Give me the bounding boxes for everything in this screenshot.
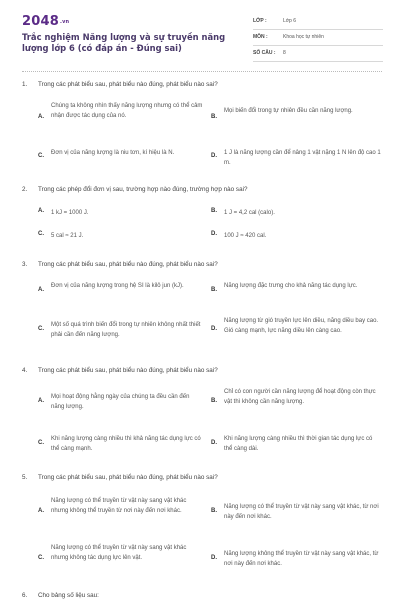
option-letter: A.	[38, 508, 44, 514]
logo-text: 2048	[22, 14, 59, 29]
option-text: Một số quá trình biến đổi trong tự nhiên không nhất thiết phải cần đến năng lượng.	[51, 322, 201, 338]
option-letter: B.	[211, 114, 217, 120]
info-key: MÔN :	[253, 34, 268, 40]
option-letter: B.	[211, 508, 217, 514]
question-number: 4.	[22, 367, 28, 374]
info-key: LỚP :	[253, 18, 267, 24]
option-text: Chỉ có con người cần năng lượng để hoạt động còn thực vật thì không cần năng lượng.	[224, 389, 376, 405]
question-stem: Trong các phát biểu sau, phát biểu nào đúng, phát biểu nào sai?	[38, 474, 218, 481]
option-letter: C.	[38, 231, 44, 237]
option-text: Đơn vị của năng lượng là niu tơn, kí hiệu là N.	[51, 150, 175, 156]
option-letter: B.	[211, 208, 217, 214]
option-text: Năng lượng có thể truyền từ vật này sang vật khác nhưng không thể truyền từ nơi này đến nơi khác.	[51, 498, 187, 514]
option-text: Mọi hoạt động hằng ngày của chúng ta đều cần đến năng lượng.	[51, 394, 190, 410]
option-letter: A.	[38, 114, 44, 120]
info-row-count	[253, 46, 383, 62]
option-text: Đơn vị của năng lượng trong hệ SI là kilô jun (kJ).	[51, 283, 184, 289]
option-letter: C.	[38, 326, 44, 332]
question-number: 1.	[22, 81, 28, 88]
option-text: Năng lượng đặc trưng cho khả năng tác dụng lực.	[224, 283, 358, 289]
info-value: Khoa học tự nhiên	[283, 34, 324, 40]
info-row-subject	[253, 30, 383, 46]
question-number: 2.	[22, 186, 28, 193]
option-letter: B.	[211, 398, 217, 404]
question-stem: Trong các phép đổi đơn vị sau, trường hợp nào đúng, trường hợp nào sai?	[38, 186, 248, 193]
info-value: 8	[283, 50, 286, 56]
question-stem: Trong các phát biểu sau, phát biểu nào đúng, phát biểu nào sai?	[38, 367, 218, 374]
info-row-class	[253, 14, 383, 30]
info-key: SỐ CÂU :	[253, 50, 276, 56]
option-text: Khi năng lượng càng nhiều thì khả năng tác dụng lực có thể càng mạnh.	[51, 436, 201, 452]
info-panel	[253, 14, 383, 62]
option-text: 100 J ≈ 420 cal.	[224, 233, 267, 239]
option-letter: A.	[38, 398, 44, 404]
option-text: Năng lượng không thể truyền từ vật này sang vật khác, từ nơi này đến nơi khác.	[224, 551, 379, 567]
page-header	[0, 0, 400, 66]
logo-suffix: .vn	[59, 18, 70, 25]
page-title: Trắc nghiệm Năng lượng và sự truyền năng lượng lớp 6 (có đáp án - Đúng sai)	[22, 32, 226, 53]
option-text: 5 cal ≈ 21 J.	[51, 233, 84, 239]
option-letter: D.	[211, 231, 217, 237]
option-text: 1 J = 4,2 cal (calo).	[224, 210, 275, 216]
option-letter: D.	[211, 153, 217, 159]
question-stem: Cho bảng số liệu sau:	[38, 592, 99, 599]
option-letter: B.	[211, 287, 217, 293]
question-stem: Trong các phát biểu sau, phát biểu nào đúng, phát biểu nào sai?	[38, 261, 218, 268]
option-text: Mọi biến đổi trong tự nhiên đều cần năng lượng.	[224, 108, 353, 114]
option-text: 1 kJ = 1000 J.	[51, 210, 89, 216]
question-stem: Trong các phát biểu sau, phát biểu nào đúng, phát biểu nào sai?	[38, 81, 218, 88]
option-text: Chúng ta không nhìn thấy năng lượng nhưng có thể cảm nhận được tác dụng của nó.	[51, 103, 203, 119]
option-text: Năng lượng từ gió truyền lực lên diều, năng diều bay cao. Gió càng mạnh, lực năng diều lên càng cao.	[224, 318, 379, 334]
question-number: 3.	[22, 261, 28, 268]
info-value: Lớp 6	[283, 18, 297, 24]
option-letter: D.	[211, 326, 217, 332]
header-divider	[22, 71, 382, 72]
option-text: Khi năng lượng càng nhiều thì thời gian tác dụng lực có thể càng dài.	[224, 436, 373, 452]
option-letter: D.	[211, 440, 217, 446]
option-text: Năng lượng có thể truyền từ vật này sang vật khác, từ nơi này đến nơi khác.	[224, 504, 379, 520]
option-letter: C.	[38, 555, 44, 561]
option-text: 1 J là năng lượng cần để nâng 1 vật nặng 1 N lên độ cao 1 m.	[224, 150, 381, 166]
site-logo[interactable]	[22, 14, 69, 29]
option-letter: A.	[38, 287, 44, 293]
option-letter: A.	[38, 208, 44, 214]
option-letter: D.	[211, 555, 217, 561]
question-number: 5.	[22, 474, 28, 481]
option-text: Năng lượng có thể truyền từ vật này sang vật khác nhưng không tác dụng lực lên vật.	[51, 545, 187, 561]
question-number: 6.	[22, 592, 28, 599]
option-letter: C.	[38, 153, 44, 159]
option-letter: C.	[38, 440, 44, 446]
